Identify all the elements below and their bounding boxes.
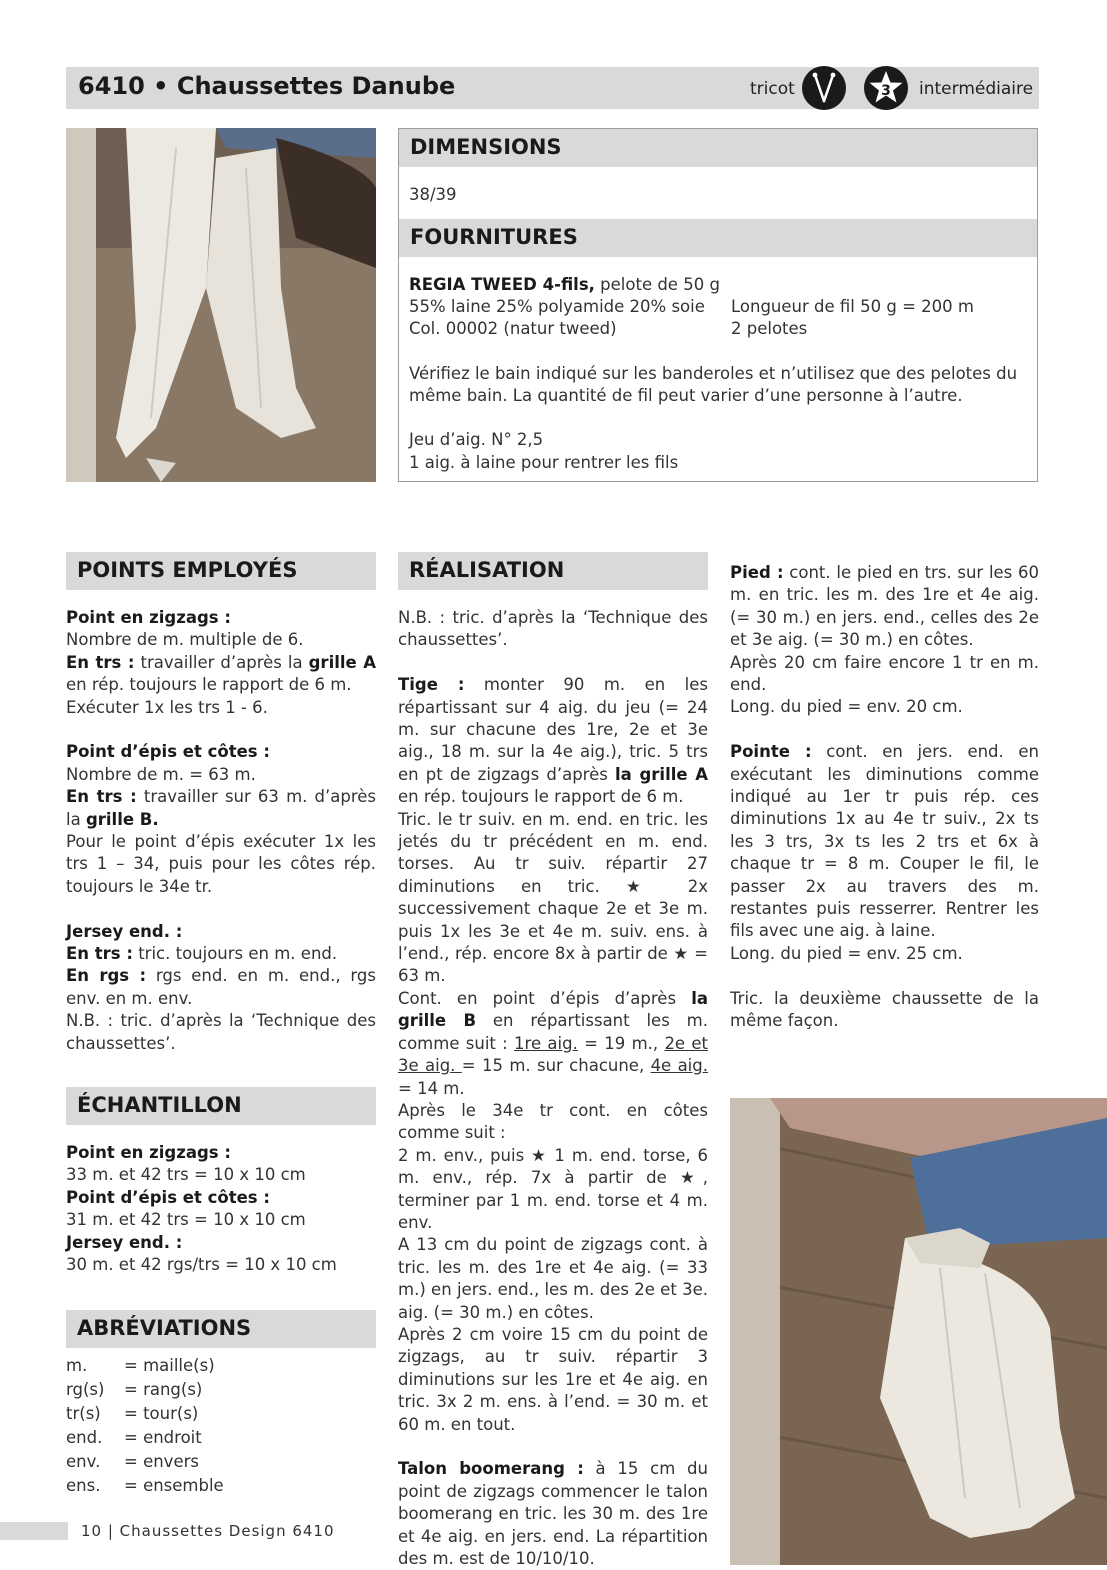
pointe-length: Long. du pied = env. 25 cm. [730,943,963,963]
zigzag-exec: Exécuter 1x les trs 1 - 6. [66,697,268,717]
craft-label: tricot [750,79,795,99]
realisation-section [398,607,708,1570]
pointe-paragraph: Pointe : cont. en jers. end. en exécutant les diminutions comme indiqué au 1er tr puis rép. ces diminutions 1x au 4e tr suiv., 2x ts les 3 trs, 3x ts les 2 trs et 6x à chaque tr = 8 m. Couper le fil, le passer 2x au travers des m. restantes puis resserrer. Rentrer les fils avec une aig. à laine. [730,742,1039,941]
jersey-rounds: En trs : tric. toujours en m. end. [66,944,338,964]
gauge-epis-value: 31 m. et 42 trs = 10 x 10 cm [66,1210,306,1230]
yarn-name: REGIA TWEED 4-fils, [409,275,595,294]
epis-distribution: Cont. en point d’épis d’après la grille B en répartissant les m. comme suit : 1re aig. = 19 m., 2e et 3e aig. = 15 m. sur chacune, 4e aig. = 14 m. [398,988,709,1098]
pied-paragraph: Pied : cont. le pied en trs. sur les 60 m. en tric. les m. des 1re et 4e aig. (= 30 m.) en jers. end., celles des 2e et 3e aig. (= 30 m.) en côtes. [730,563,1039,650]
socks-photo-top [66,128,376,482]
page-title: 6410 • Chaussettes Danube [78,72,456,100]
zigzag-title: Point en zigzags : [66,608,231,627]
difficulty-star-icon [864,66,908,110]
yarn-weight: pelote de 50 g [594,275,720,294]
epis-rounds: En trs : travailler sur 63 m. d’après la grille B. [66,787,377,829]
final-note: Tric. la deuxième chaussette de la même façon. [730,988,1039,1031]
fournitures-heading: FOURNITURES [399,219,1037,257]
talon-paragraph: Talon boomerang : à 15 cm du point de zigzags commencer le talon boomerang en tric. les 30 m. des 1re et 4e aig. en jers. end. La répartition des m. est de 10/10/10. [398,1459,708,1569]
points-heading: POINTS EMPLOYÉS [66,552,376,590]
cotes-decreases: Après 2 cm voire 15 cm du point de zigzags, au tr suiv. répartir 3 diminutions sur les 1re et 4e aig. en tric. 3x 2 m. ens. à l’end. = 30 m. et 60 m. en tout. [398,1324,708,1434]
gauge-section [66,1142,376,1276]
echantillon-heading: ÉCHANTILLON [66,1087,376,1125]
jersey-rows: En rgs : rgs end. en m. end., rgs env. en m. env. [66,966,376,1008]
epis-count: Nombre de m. = 63 m. [66,764,256,784]
footer-bar [0,1522,68,1540]
pied-length: Long. du pied = env. 20 cm. [730,697,963,717]
needles-value: Jeu d’aig. N° 2,5 [409,430,544,449]
realisation-note: N.B. : tric. d’après la ‘Technique des chaussettes’. [398,608,708,650]
difficulty-level-number: 3 [881,83,891,99]
size-value: 38/39 [409,185,457,204]
materials-box [398,128,1038,482]
tool-value: 1 aig. à laine pour rentrer les fils [409,453,679,472]
yarn-length: Longueur de fil 50 g = 200 m [731,297,974,316]
tige-paragraph: Tige : monter 90 m. en les répartissant sur 4 aig. du jeu (= 24 m. sur chacune des 1re, 2e et 3e aig., 18 m. sur la 4e aig.), tric. 5 trs en pt de zigzags d’après la grille A en rép. toujours le rapport de 6 m. [398,675,709,807]
cotes-intro: Après le 34e tr cont. en côtes comme suit : [398,1100,708,1143]
cotes-continuation: A 13 cm du point de zigzags cont. à tric. les m. des 1re et 4e aig. (= 33 m.) en jers. end., les m. des 2e et 3e. aig. (= 30 m.) en côtes. [398,1235,708,1322]
socks-photo-bottom [730,1098,1107,1565]
yarn-quantity: 2 pelotes [731,319,808,338]
epis-exec: Pour le point d’épis exécuter 1x les trs 1 – 34, puis pour les côtes rép. toujours le 34e tr. [66,832,376,896]
cotes-pattern: 2 m. env., puis ★ 1 m. end. torse, 6 m. env., rép. 7x à partir de ★, terminer par 1 m. end. torse et 4 m. env. [398,1145,708,1232]
epis-title: Point d’épis et côtes : [66,742,270,762]
jersey-title: Jersey end. : [66,921,183,941]
gauge-jersey-value: 30 m. et 42 rgs/trs = 10 x 10 cm [66,1255,337,1275]
gauge-epis-title: Point d’épis et côtes : [66,1187,270,1207]
points-section [66,607,376,1055]
tige-decreases: Tric. le tr suiv. en m. end. en tric. les jetés du tr précédent en m. end. torses. Au tr suiv. répartir 27 diminutions en tric. ★ 2x successivement chaque 2e et 3e m. puis 1x les 3e et 4e m. suiv. ens. à l’end., rép. encore 8x à partir de ★ = 63 m. [398,809,708,986]
difficulty-label: intermédiaire [919,79,1034,99]
foot-section [730,562,1039,1033]
yarn-line [409,274,720,296]
dimensions-heading: DIMENSIONS [399,129,1037,167]
jersey-note: N.B. : tric. d’après la ‘Technique des chaussettes’. [66,1011,376,1053]
zigzag-count: Nombre de m. multiple de 6. [66,630,304,650]
gauge-zigzag-title: Point en zigzags : [66,1143,231,1162]
dye-lot-note-line-1: Vérifiez le bain indiqué sur les banderoles et n’utilisez que des pelotes du [409,364,1018,383]
zigzag-rounds: En trs : travailler d’après la grille A en rép. toujours le rapport de 6 m. [66,652,377,695]
gauge-zigzag-value: 33 m. et 42 trs = 10 x 10 cm [66,1165,306,1185]
yarn-color: Col. 00002 (natur tweed) [409,319,617,338]
gauge-jersey-title: Jersey end. : [66,1232,183,1252]
abreviations-heading: ABRÉVIATIONS [66,1310,376,1348]
page-footer: 10 | Chaussettes Design 6410 [81,1522,335,1540]
title-band [66,67,1039,109]
knitting-needles-icon [802,66,846,110]
dye-lot-note-line-2: même bain. La quantité de fil peut varier d’une personne à l’autre. [409,386,963,405]
yarn-composition: 55% laine 25% polyamide 20% soie [409,297,705,316]
pied-row: Après 20 cm faire encore 1 tr en m. end. [730,652,1039,695]
realisation-heading: RÉALISATION [398,552,708,590]
